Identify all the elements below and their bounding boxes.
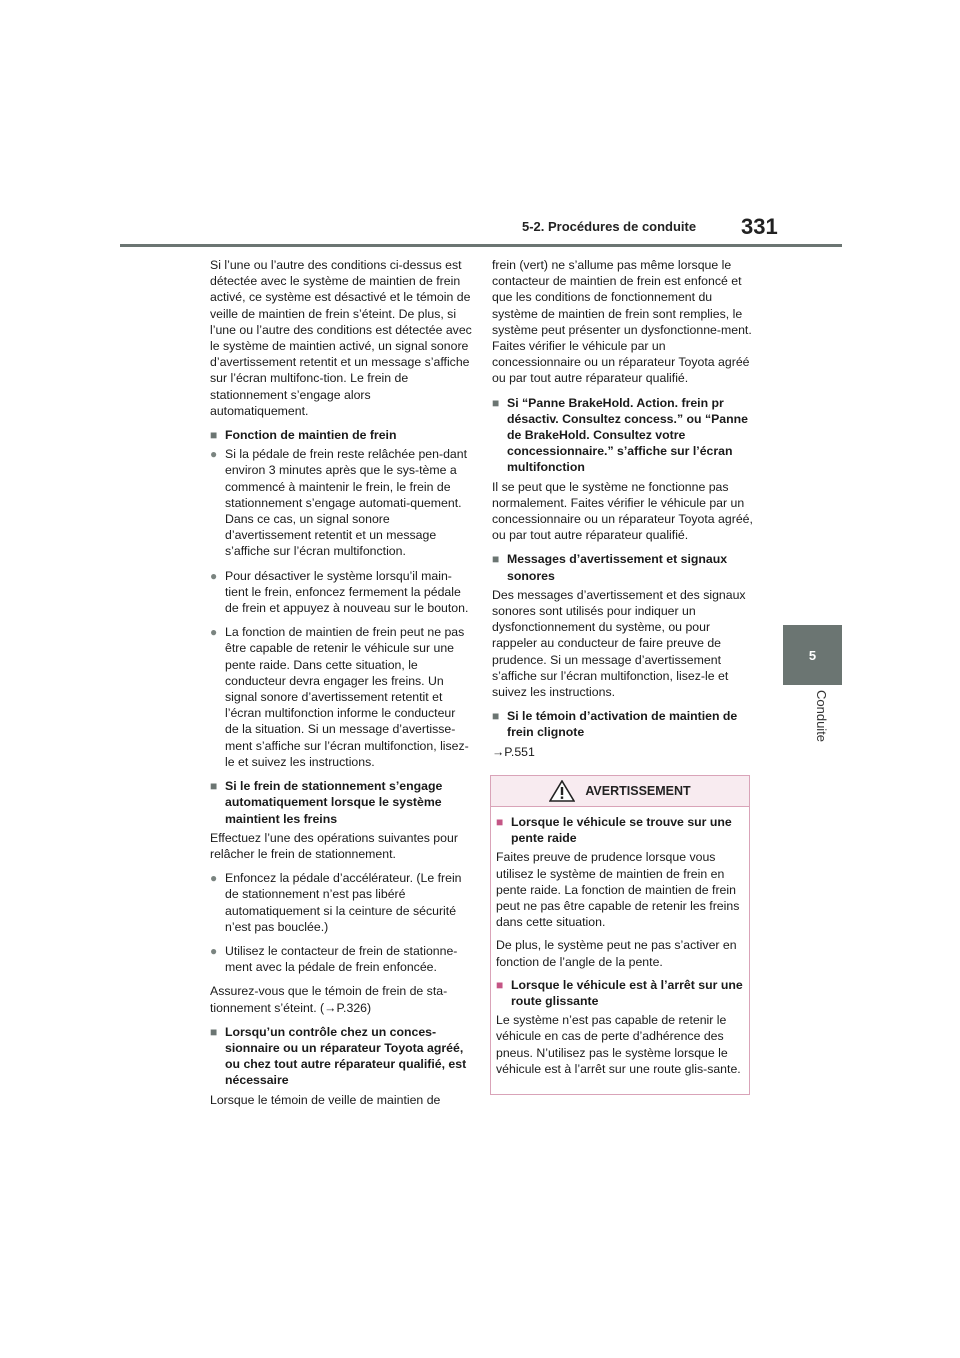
bullet-item: ● Pour désactiver le système lorsqu’il main-tient le frein, enfoncez fermement la pédale de frein et appuyez à nouveau sur le bouton. — [210, 568, 469, 616]
section-heading: ■ Lorsque le véhicule est à l’arrêt sur une route glissante — [496, 977, 743, 1009]
header-rule — [120, 244, 842, 247]
section-heading: ■ Si le frein de stationnement s’engage automatiquement lorsque le système maintient les freins — [210, 779, 443, 826]
bullet-item: ● La fonction de maintien de frein peut ne pas être capable de retenir le véhicule sur une pente raide. Dans cette situation, le conducteur devra engager les freins. Un signal sonore d’avertissement retentit et l’écran multifonction informe le conducteur de la situation. Si un message d’avertisse-ment s’affiche sur l’écran multifonction, lisez-le et suivez les instructions. — [210, 625, 469, 769]
section-heading: ■ Si le témoin d’activation de maintien de frein clignote — [492, 709, 738, 740]
bullet-item: ● Utilisez le contacteur de frein de stationne-ment avec la pédale de frein enfoncée. — [210, 943, 458, 975]
square-bullet-icon: ■ — [496, 815, 504, 829]
page-reference-link[interactable]: →P.551 — [492, 744, 535, 759]
paragraph: Effectuez l’une des opérations suivantes pour relâcher le frein de stationnement. — [210, 830, 458, 861]
round-bullet-icon: ● — [210, 568, 218, 583]
section-heading: ■ Lorsque le véhicule se trouve sur une pente raide — [496, 815, 732, 846]
square-bullet-icon: ■ — [496, 977, 504, 992]
right-column — [492, 257, 754, 768]
square-bullet-icon: ■ — [210, 428, 218, 443]
page-number: 331 — [741, 214, 778, 239]
warning-header — [491, 776, 749, 807]
paragraph: Faites preuve de prudence lorsque vous utilisez le système de maintien de frein en pente raide. La fonction de maintien de frein peut ne pas être capable de retenir les freins dans cette situation. — [496, 850, 740, 930]
square-bullet-icon: ■ — [492, 709, 500, 724]
warning-box — [490, 775, 750, 1095]
left-column — [210, 257, 472, 1116]
section-heading: ■ Lorsqu’un contrôle chez un conces-sionnaire ou un réparateur Toyota agréé, ou chez tout autre réparateur qualifié, est nécessaire — [210, 1024, 467, 1088]
paragraph: frein (vert) ne s’allume pas même lorsque le contacteur de maintien de frein est enfoncé et que les conditions de fonctionnement du système de maintien de frein sont remplies, le système peut présenter un dysfonctionne-ment. Faites vérifier le véhicule par un concessionnaire ou un réparateur Toyota agréé ou par tout autre réparateur qualifié. — [492, 258, 752, 386]
paragraph: Lorsque le témoin de veille de maintien de — [210, 1092, 441, 1107]
section-heading: ■ Fonction de maintien de frein — [210, 428, 397, 443]
paragraph: De plus, le système peut ne pas s’activer en fonction de l’angle de la pente. — [496, 938, 737, 969]
square-bullet-icon: ■ — [210, 1024, 218, 1039]
square-bullet-icon: ■ — [210, 779, 218, 794]
paragraph: Des messages d’avertissement et des signaux sonores sont utilisés pour indiquer un dysfonctionnement du système, ou pour rappeler au conducteur de faire preuve de prudence. Si un message d’avertissement s’affiche sur l’écran multifonction, lisez-le et suivez les instructions. — [492, 587, 746, 700]
round-bullet-icon: ● — [210, 625, 218, 640]
paragraph: Si l’une ou l’autre des conditions ci-dessus est détectée avec le système de maintien de frein activé, ce système est désactivé et le témoin de veille de maintien de frein s’éteint. De plus, si l’une ou l’autre des conditions est détectée avec le système de maintien activé, un signal sonore d’avertissement retentit et un message s’affiche sur l’écran multifonc-tion. Le frein de stationnement s’engage alors automatiquement. — [210, 258, 472, 418]
bullet-item: ● Enfoncez la pédale d’accélérateur. (Le frein de stationnement n’est pas libéré automatiquement si la ceinture de sécurité n’est pas bouclée.) — [210, 871, 462, 934]
warning-body — [491, 807, 749, 1077]
warning-title: AVERTISSEMENT — [585, 784, 691, 798]
chapter-tab — [783, 625, 842, 685]
chapter-number: 5 — [808, 647, 817, 663]
warning-triangle-icon — [549, 780, 575, 802]
chapter-label: Conduite — [814, 690, 829, 743]
section-heading: ■ Si “Panne BrakeHold. Action. frein pr désactiv. Consultez concess.” ou “Panne de BrakeHold. Consultez votre concessionnaire.” s’affiche sur l’écran multifonction — [492, 395, 748, 475]
paragraph: Il se peut que le système ne fonctionne pas normalement. Faites vérifier le véhicule par un concessionnaire ou un réparateur Toyota agréé, ou par tout autre réparateur qualifié. — [492, 479, 753, 543]
round-bullet-icon: ● — [210, 447, 218, 462]
section-heading: ■ Messages d’avertissement et signaux sonores — [492, 552, 728, 583]
paragraph: Assurez-vous que le témoin de frein de sta-tionnement s’éteint. (→P.326) — [210, 984, 448, 1015]
round-bullet-icon: ● — [210, 871, 218, 886]
square-bullet-icon: ■ — [492, 552, 500, 567]
square-bullet-icon: ■ — [492, 395, 500, 410]
bullet-item: ● Si la pédale de frein reste relâchée pen-dant environ 3 minutes après que le sys-tème a commencé à maintenir le frein, le frein de stationnement s’engage automati-quement. Dans ce cas, un signal sonore d’avertissement retentit et un message s’affiche sur l’écran multifonction. — [210, 447, 467, 559]
paragraph: Le système n’est pas capable de retenir le véhicule en cas de perte d’adhérence des pneus. N’utilisez pas le système lorsque le véhicule est à l’arrêt sur une route glis-sante. — [496, 1013, 741, 1076]
section-title: 5-2. Procédures de conduite — [522, 219, 697, 234]
round-bullet-icon: ● — [210, 943, 218, 958]
